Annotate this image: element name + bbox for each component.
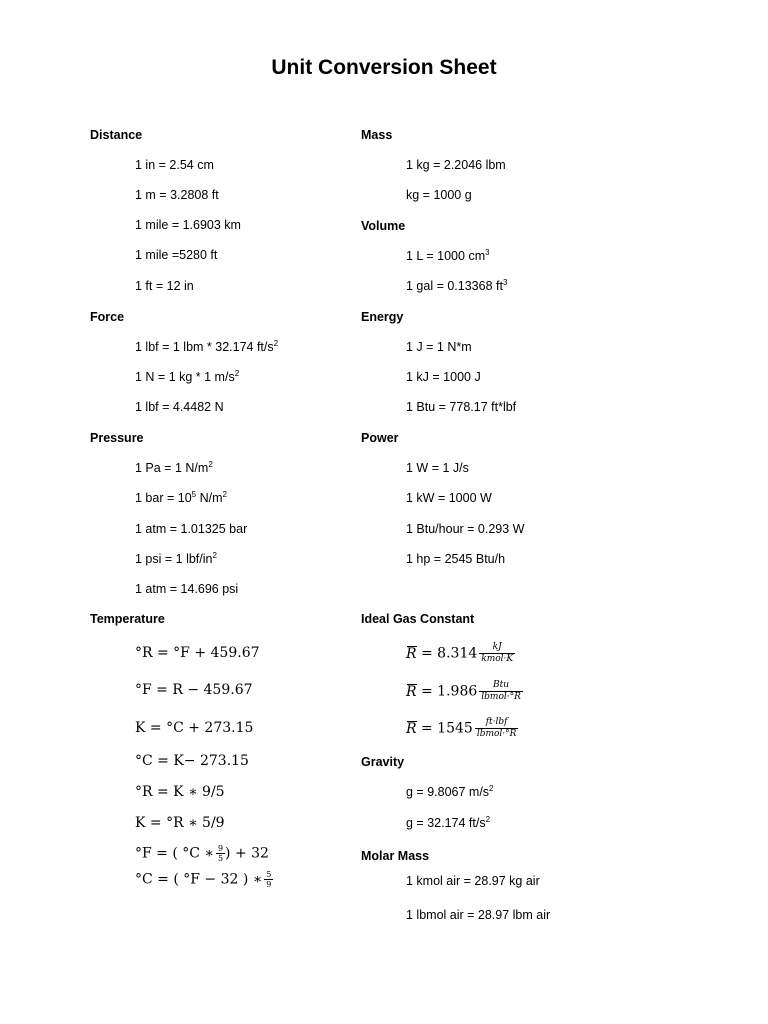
force-item: 1 N = 1 kg * 1 $m/s^2$	[135, 369, 240, 384]
volume-item: 1 gal = 0.13368 $ft^3$	[406, 278, 508, 293]
gas-constant-heading: Ideal Gas Constant	[361, 612, 475, 626]
gravity-item: g = 9.8067 $m/s^2$	[406, 784, 494, 799]
temperature-equation: °C = ( °F − 32 ) ∗ $\frac{5}{9}$	[135, 870, 272, 889]
power-item: 1 W = 1 J/s	[406, 461, 469, 475]
distance-item: 1 mile =5280 ft	[135, 248, 218, 262]
energy-item: 1 Btu = 778.17 ft*lbf	[406, 400, 517, 414]
temperature-equation: K = °C + 273.15	[135, 720, 254, 736]
distance-item: 1 mile = 1.6903 km	[135, 218, 241, 232]
force-item: 1 lbf = 1 lbm * 32.174 $ft/s^2$	[135, 339, 279, 354]
power-item: 1 Btu/hour = 0.293 W	[406, 522, 525, 536]
gas-constant-equation: R = 8.314 $\frac{kJ}{\text{kmol·K}}$	[406, 642, 514, 664]
power-item: 1 kW = 1000 W	[406, 491, 492, 505]
volume-item: 1 L = 1000 $cm^3$	[406, 248, 490, 263]
energy-item: 1 kJ = 1000 J	[406, 370, 481, 384]
temperature-equation: °F = R − 459.67	[135, 682, 253, 698]
distance-heading: Distance	[90, 128, 143, 142]
energy-item: 1 J = 1 N*m	[406, 340, 472, 354]
mass-item: 1 kg = 2.2046 lbm	[406, 158, 506, 172]
pressure-item: 1 atm = 14.696 psi	[135, 582, 239, 596]
mass-heading: Mass	[361, 128, 393, 142]
pressure-item: 1 atm = 1.01325 bar	[135, 522, 248, 536]
temperature-heading: Temperature	[90, 612, 165, 626]
distance-item: 1 in = 2.54 cm	[135, 158, 214, 172]
molar-mass-item: 1 kmol air = 28.97 kg air	[406, 874, 540, 888]
energy-heading: Energy	[361, 310, 404, 324]
temperature-equation: °R = K ∗ 9/5	[135, 784, 225, 800]
distance-item: 1 ft = 12 in	[135, 279, 194, 293]
temperature-equation: K = °R ∗ 5/9	[135, 815, 225, 831]
temperature-equation: °R = °F + 459.67	[135, 645, 260, 661]
temperature-equation: °C = K− 273.15	[135, 753, 249, 769]
force-heading: Force	[90, 310, 125, 324]
pressure-item: 1 bar = $10^5$ $N/m^2$	[135, 490, 227, 505]
gravity-heading: Gravity	[361, 755, 405, 769]
molar-mass-item: 1 lbmol air = 28.97 lbm air	[406, 908, 551, 922]
gravity-item: g = 32.174 $ft/s^2$	[406, 815, 491, 830]
force-item: 1 lbf = 4.4482 N	[135, 400, 224, 414]
distance-item: 1 m = 3.2808 ft	[135, 188, 219, 202]
volume-heading: Volume	[361, 219, 406, 233]
pressure-item: 1 Pa = 1 $N/m^2$	[135, 460, 213, 475]
pressure-heading: Pressure	[90, 431, 144, 445]
pressure-item: 1 psi = 1 lbf/$in^2$	[135, 551, 217, 566]
power-item: 1 hp = 2545 Btu/h	[406, 552, 506, 566]
gas-constant-equation: R = 1545 $\frac{\text{ft·lbf}}{\text{lbmol·°R}}$	[406, 717, 517, 739]
temperature-equation: °F = ( °C ∗ $\frac{9}{5}$ ) + 32	[135, 844, 269, 863]
gas-constant-equation: R = 1.986 $\frac{\text{Btu}}{\text{lbmol·°R}}$	[406, 680, 521, 702]
mass-item: kg = 1000 g	[406, 188, 472, 202]
page-title: Unit Conversion Sheet	[271, 56, 497, 79]
power-heading: Power	[361, 431, 399, 445]
molar-mass-heading: Molar Mass	[361, 849, 430, 863]
